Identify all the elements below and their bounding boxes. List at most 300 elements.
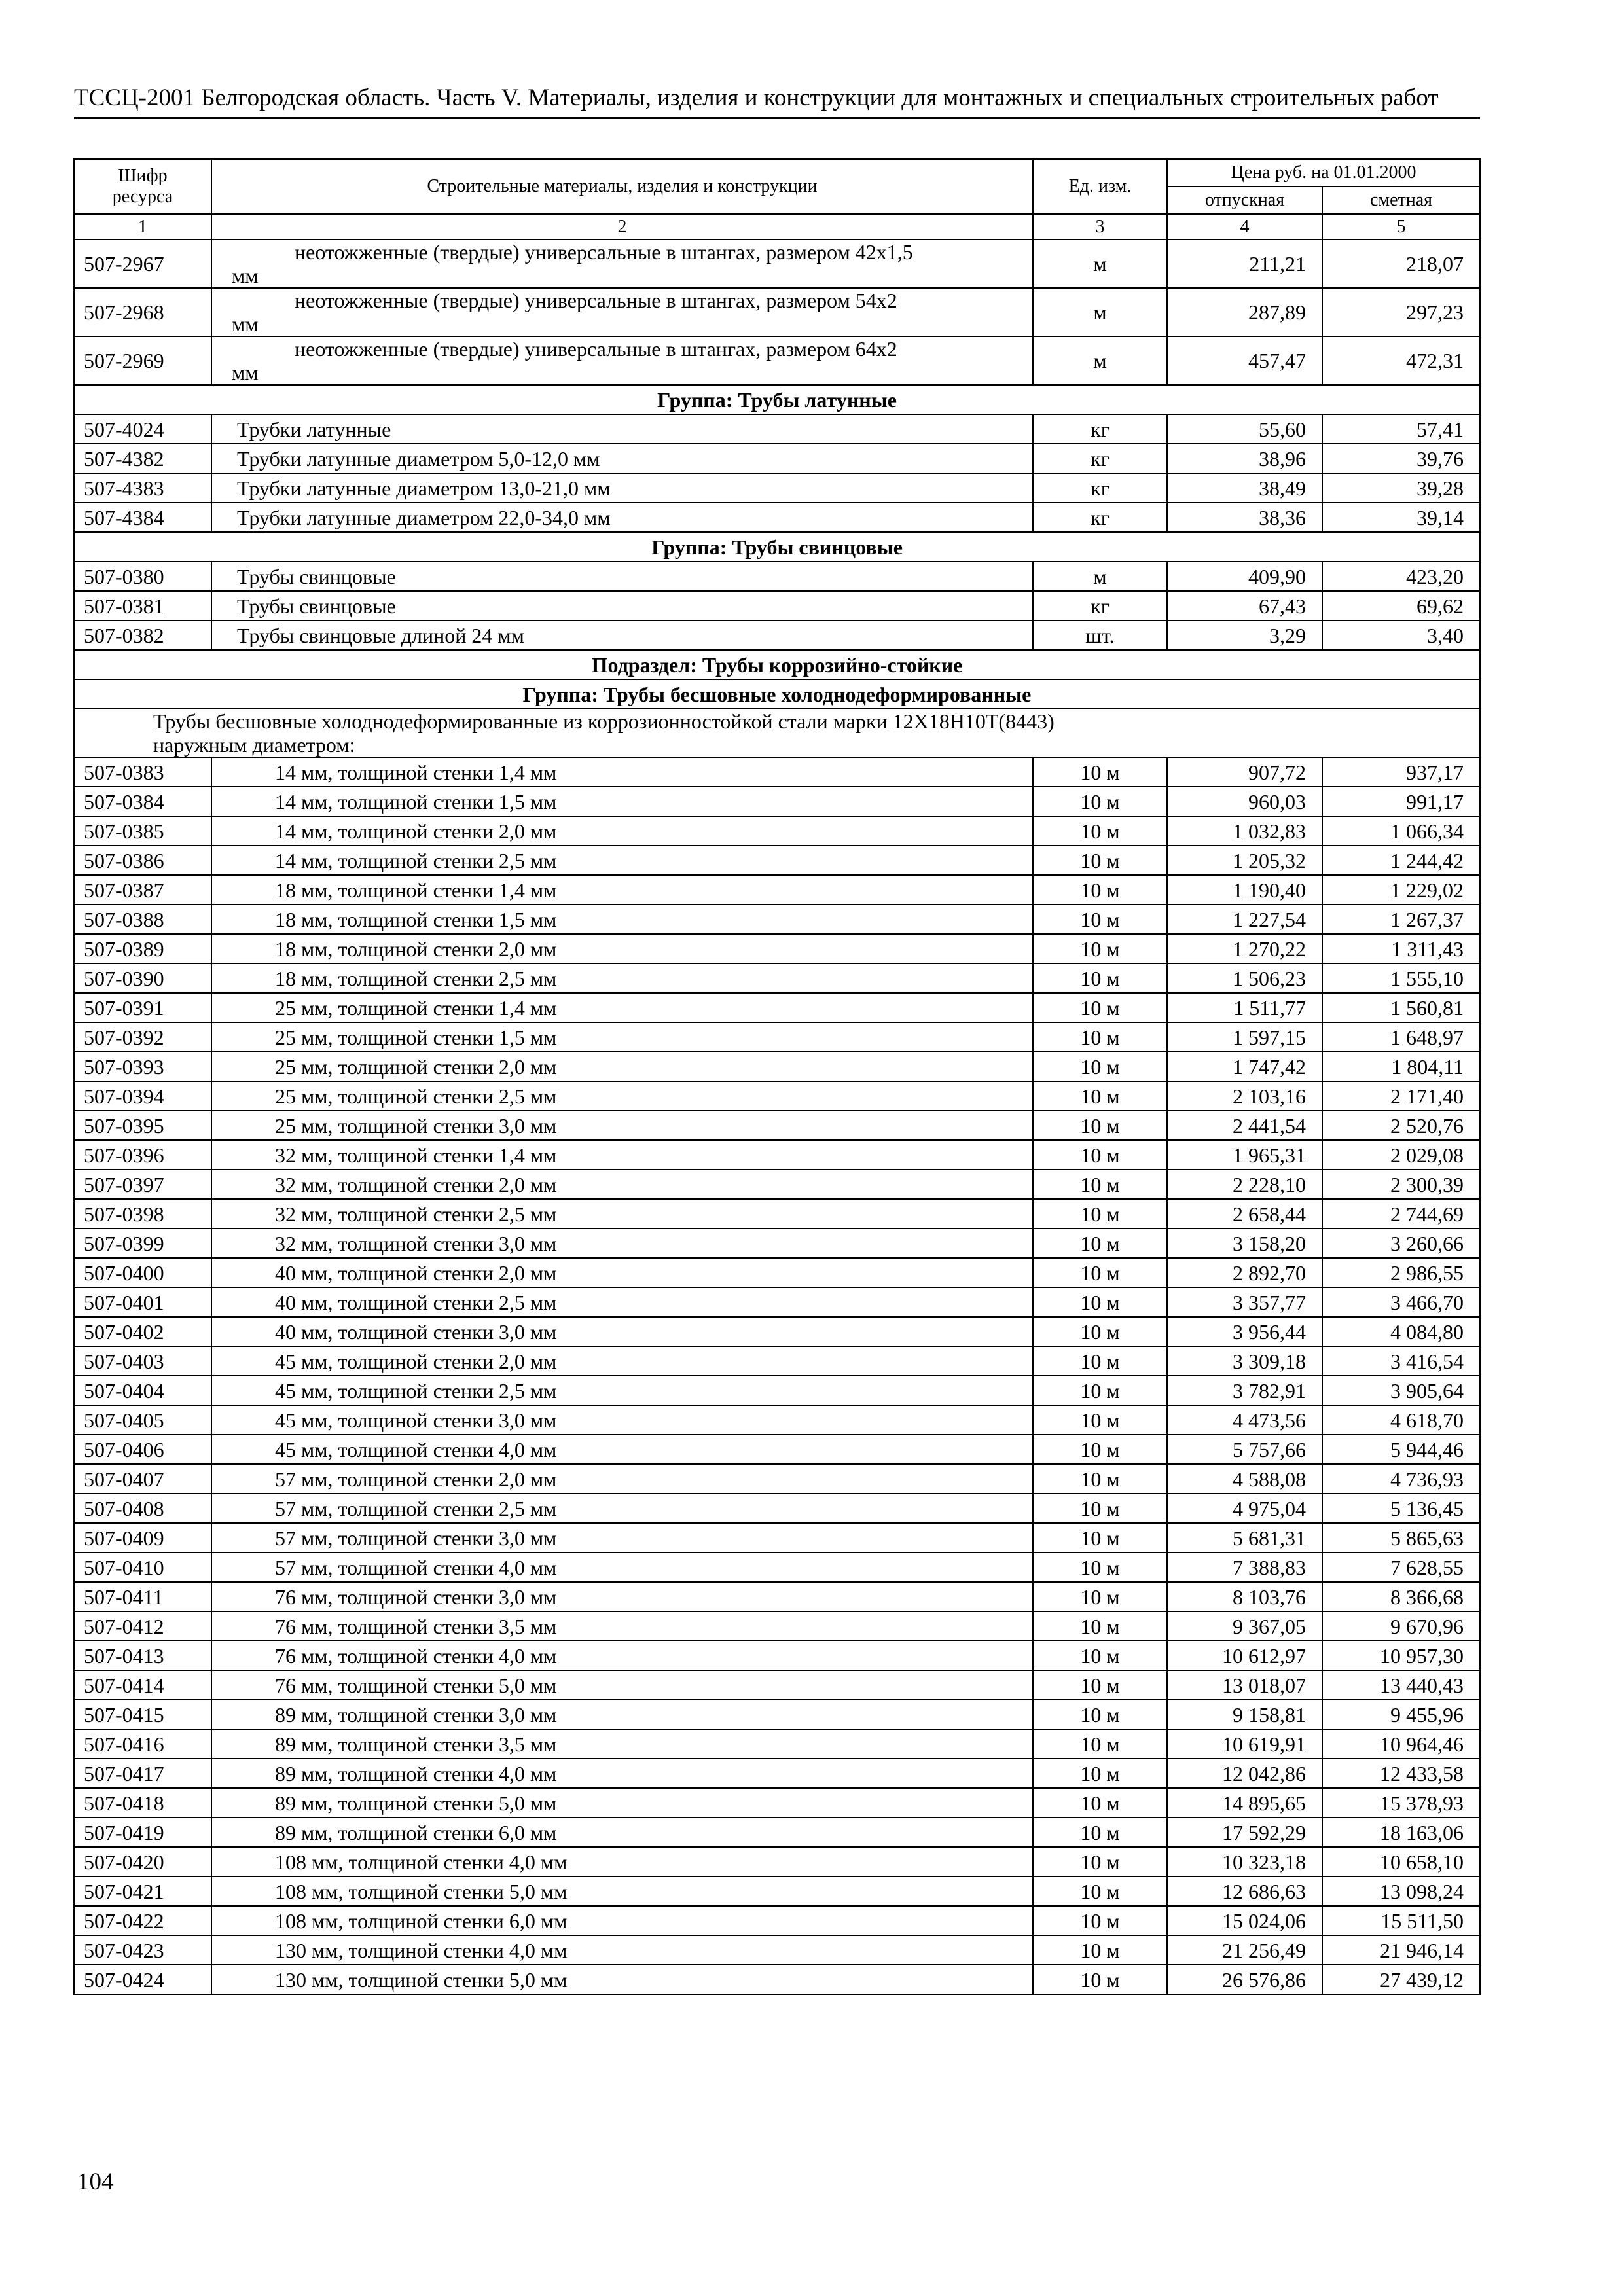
estimate-price: 3,40	[1322, 620, 1480, 650]
release-price: 1 190,40	[1167, 875, 1322, 905]
resource-code: 507-0388	[74, 905, 211, 934]
table-row	[74, 1376, 1480, 1405]
estimate-price: 9 455,96	[1322, 1700, 1480, 1729]
resource-code: 507-0385	[74, 816, 211, 846]
release-price: 67,43	[1167, 591, 1322, 620]
table-row	[74, 240, 1480, 288]
table-row	[74, 787, 1480, 816]
release-price: 12 686,63	[1167, 1876, 1322, 1906]
resource-code: 507-0422	[74, 1906, 211, 1935]
header-code: Шифр ресурса	[74, 159, 211, 214]
release-price: 4 588,08	[1167, 1464, 1322, 1494]
resource-code: 507-0411	[74, 1582, 211, 1611]
table-row	[74, 288, 1480, 336]
unit: 10 м	[1033, 1847, 1167, 1876]
group-intro-line: Трубы бесшовные холоднодеформированные из коррозионностойкой стали марки 12Х18Н10Т(8443)	[153, 709, 1055, 733]
release-price: 2 228,10	[1167, 1170, 1322, 1199]
resource-code: 507-0413	[74, 1641, 211, 1670]
material-name: 14 мм, толщиной стенки 2,5 мм	[211, 846, 1033, 875]
release-price: 55,60	[1167, 414, 1322, 444]
material-name-line: неотожженные (твердые) универсальные в штангах, размером 54х2	[295, 289, 897, 312]
release-price: 3 158,20	[1167, 1229, 1322, 1258]
release-price: 10 323,18	[1167, 1847, 1322, 1876]
resource-code: 507-0399	[74, 1229, 211, 1258]
material-name-line: неотожженные (твердые) универсальные в штангах, размером 64х2	[295, 337, 897, 361]
release-price: 15 024,06	[1167, 1906, 1322, 1935]
page-number: 104	[77, 2168, 114, 2195]
resource-code: 507-4384	[74, 503, 211, 532]
material-name: 89 мм, толщиной стенки 3,0 мм	[211, 1700, 1033, 1729]
group-heading-row	[74, 385, 1480, 414]
material-name: Трубы свинцовые длиной 24 мм	[211, 620, 1033, 650]
unit: 10 м	[1033, 787, 1167, 816]
estimate-price: 4 736,93	[1322, 1464, 1480, 1494]
table-row	[74, 1170, 1480, 1199]
estimate-price: 57,41	[1322, 414, 1480, 444]
estimate-price: 5 944,46	[1322, 1435, 1480, 1464]
estimate-price: 1 229,02	[1322, 875, 1480, 905]
unit: 10 м	[1033, 1435, 1167, 1464]
material-name: 130 мм, толщиной стенки 5,0 мм	[211, 1965, 1033, 1994]
table-row	[74, 1405, 1480, 1435]
table-row	[74, 1552, 1480, 1582]
release-price: 13 018,07	[1167, 1670, 1322, 1700]
resource-code: 507-4382	[74, 444, 211, 473]
material-name-line: мм	[232, 312, 259, 336]
resource-code: 507-0386	[74, 846, 211, 875]
column-number: 3	[1033, 214, 1167, 240]
estimate-price: 1 244,42	[1322, 846, 1480, 875]
resource-code: 507-0423	[74, 1935, 211, 1965]
estimate-price: 2 520,76	[1322, 1111, 1480, 1140]
material-name: 40 мм, толщиной стенки 2,0 мм	[211, 1258, 1033, 1287]
table-row	[74, 1229, 1480, 1258]
table-row	[74, 1287, 1480, 1317]
material-name: 25 мм, толщиной стенки 1,5 мм	[211, 1022, 1033, 1052]
release-price: 287,89	[1167, 288, 1322, 336]
unit: 10 м	[1033, 963, 1167, 993]
material-name: Трубки латунные диаметром 22,0-34,0 мм	[211, 503, 1033, 532]
estimate-price: 423,20	[1322, 562, 1480, 591]
resource-code: 507-0421	[74, 1876, 211, 1906]
table-row	[74, 1788, 1480, 1818]
release-price: 2 441,54	[1167, 1111, 1322, 1140]
unit: 10 м	[1033, 1611, 1167, 1641]
resource-code: 507-2969	[74, 336, 211, 385]
release-price: 1 747,42	[1167, 1052, 1322, 1081]
group-heading-row	[74, 532, 1480, 562]
table-row	[74, 905, 1480, 934]
resource-code: 507-0405	[74, 1405, 211, 1435]
estimate-price: 3 466,70	[1322, 1287, 1480, 1317]
table-row	[74, 591, 1480, 620]
resource-code: 507-0398	[74, 1199, 211, 1229]
header-name: Строительные материалы, изделия и конструкции	[211, 159, 1033, 214]
unit: 10 м	[1033, 757, 1167, 787]
estimate-price: 1 555,10	[1322, 963, 1480, 993]
unit: 10 м	[1033, 1346, 1167, 1376]
resource-code: 507-0380	[74, 562, 211, 591]
subsection-heading: Подраздел: Трубы коррозийно-стойкие	[74, 650, 1480, 679]
table-row	[74, 993, 1480, 1022]
resource-code: 507-0408	[74, 1494, 211, 1523]
release-price: 2 892,70	[1167, 1258, 1322, 1287]
resource-code: 507-4383	[74, 473, 211, 503]
estimate-price: 5 865,63	[1322, 1523, 1480, 1552]
table-row	[74, 1464, 1480, 1494]
resource-code: 507-0401	[74, 1287, 211, 1317]
unit: 10 м	[1033, 875, 1167, 905]
estimate-price: 937,17	[1322, 757, 1480, 787]
unit: 10 м	[1033, 1170, 1167, 1199]
material-name: Трубки латунные	[211, 414, 1033, 444]
resource-code: 507-0393	[74, 1052, 211, 1081]
estimate-price: 18 163,06	[1322, 1818, 1480, 1847]
unit: кг	[1033, 591, 1167, 620]
unit: 10 м	[1033, 1081, 1167, 1111]
estimate-price: 2 171,40	[1322, 1081, 1480, 1111]
release-price: 3 357,77	[1167, 1287, 1322, 1317]
group-heading: Группа: Трубы бесшовные холоднодеформированные	[74, 679, 1480, 709]
resource-code: 507-0419	[74, 1818, 211, 1847]
table-row	[74, 1611, 1480, 1641]
estimate-price: 15 378,93	[1322, 1788, 1480, 1818]
estimate-price: 39,76	[1322, 444, 1480, 473]
release-price: 7 388,83	[1167, 1552, 1322, 1582]
estimate-price: 991,17	[1322, 787, 1480, 816]
material-name: 40 мм, толщиной стенки 2,5 мм	[211, 1287, 1033, 1317]
table-row	[74, 1641, 1480, 1670]
unit: кг	[1033, 444, 1167, 473]
estimate-price: 1 066,34	[1322, 816, 1480, 846]
header-rule	[74, 117, 1480, 119]
table-row	[74, 620, 1480, 650]
material-name: Трубы свинцовые	[211, 562, 1033, 591]
release-price: 211,21	[1167, 240, 1322, 288]
release-price: 1 511,77	[1167, 993, 1322, 1022]
unit: 10 м	[1033, 1965, 1167, 1994]
resource-code: 507-0387	[74, 875, 211, 905]
material-name: 18 мм, толщиной стенки 2,0 мм	[211, 934, 1033, 963]
release-price: 1 227,54	[1167, 905, 1322, 934]
material-name: Трубы свинцовые	[211, 591, 1033, 620]
release-price: 1 032,83	[1167, 816, 1322, 846]
resource-code: 507-0403	[74, 1346, 211, 1376]
material-name: 14 мм, толщиной стенки 1,4 мм	[211, 757, 1033, 787]
table-row	[74, 444, 1480, 473]
resource-code: 507-0381	[74, 591, 211, 620]
unit: 10 м	[1033, 1759, 1167, 1788]
estimate-price: 9 670,96	[1322, 1611, 1480, 1641]
resource-code: 507-0406	[74, 1435, 211, 1464]
unit: 10 м	[1033, 1140, 1167, 1170]
group-heading-row	[74, 679, 1480, 709]
material-name: 45 мм, толщиной стенки 4,0 мм	[211, 1435, 1033, 1464]
estimate-price: 2 300,39	[1322, 1170, 1480, 1199]
table-row	[74, 414, 1480, 444]
unit: шт.	[1033, 620, 1167, 650]
table-row	[74, 1935, 1480, 1965]
release-price: 457,47	[1167, 336, 1322, 385]
material-name: 14 мм, толщиной стенки 2,0 мм	[211, 816, 1033, 846]
unit: кг	[1033, 473, 1167, 503]
unit: 10 м	[1033, 846, 1167, 875]
release-price: 14 895,65	[1167, 1788, 1322, 1818]
table-row	[74, 1582, 1480, 1611]
unit: м	[1033, 562, 1167, 591]
material-name: 76 мм, толщиной стенки 5,0 мм	[211, 1670, 1033, 1700]
release-price: 10 612,97	[1167, 1641, 1322, 1670]
unit: 10 м	[1033, 1641, 1167, 1670]
release-price: 2 658,44	[1167, 1199, 1322, 1229]
table-row	[74, 1494, 1480, 1523]
group-heading: Группа: Трубы латунные	[74, 385, 1480, 414]
table-row	[74, 875, 1480, 905]
column-number: 4	[1167, 214, 1322, 240]
material-name: 32 мм, толщиной стенки 1,4 мм	[211, 1140, 1033, 1170]
estimate-price: 1 648,97	[1322, 1022, 1480, 1052]
estimate-price: 2 744,69	[1322, 1199, 1480, 1229]
table-row	[74, 1111, 1480, 1140]
release-price: 409,90	[1167, 562, 1322, 591]
table-row	[74, 1876, 1480, 1906]
resource-code: 507-0397	[74, 1170, 211, 1199]
release-price: 26 576,86	[1167, 1965, 1322, 1994]
material-name: 76 мм, толщиной стенки 4,0 мм	[211, 1641, 1033, 1670]
resource-code: 507-0394	[74, 1081, 211, 1111]
material-name: 18 мм, толщиной стенки 1,5 мм	[211, 905, 1033, 934]
release-price: 38,96	[1167, 444, 1322, 473]
resource-code: 507-0382	[74, 620, 211, 650]
material-name: 130 мм, толщиной стенки 4,0 мм	[211, 1935, 1033, 1965]
material-name-line: мм	[232, 361, 259, 384]
resource-code: 507-0407	[74, 1464, 211, 1494]
resource-code: 507-0391	[74, 993, 211, 1022]
release-price: 12 042,86	[1167, 1759, 1322, 1788]
unit: 10 м	[1033, 1788, 1167, 1818]
resource-code: 507-0410	[74, 1552, 211, 1582]
resource-code: 507-0409	[74, 1523, 211, 1552]
material-name	[211, 288, 1033, 336]
unit: 10 м	[1033, 1523, 1167, 1552]
estimate-price: 472,31	[1322, 336, 1480, 385]
unit: 10 м	[1033, 1552, 1167, 1582]
material-name: 89 мм, толщиной стенки 6,0 мм	[211, 1818, 1033, 1847]
material-name: 40 мм, толщиной стенки 3,0 мм	[211, 1317, 1033, 1346]
table-row	[74, 473, 1480, 503]
estimate-price: 69,62	[1322, 591, 1480, 620]
table-row	[74, 1670, 1480, 1700]
table-row	[74, 1022, 1480, 1052]
material-name: 18 мм, толщиной стенки 2,5 мм	[211, 963, 1033, 993]
unit: 10 м	[1033, 1729, 1167, 1759]
resource-code: 507-0416	[74, 1729, 211, 1759]
unit: 10 м	[1033, 1670, 1167, 1700]
material-name: 45 мм, толщиной стенки 2,0 мм	[211, 1346, 1033, 1376]
material-name: 14 мм, толщиной стенки 1,5 мм	[211, 787, 1033, 816]
table-row	[74, 816, 1480, 846]
estimate-price: 8 366,68	[1322, 1582, 1480, 1611]
estimate-price: 5 136,45	[1322, 1494, 1480, 1523]
header-release-price: отпускная	[1167, 187, 1322, 214]
table-row	[74, 1700, 1480, 1729]
material-name	[211, 336, 1033, 385]
subsection-heading-row	[74, 650, 1480, 679]
estimate-price: 218,07	[1322, 240, 1480, 288]
material-name: 32 мм, толщиной стенки 3,0 мм	[211, 1229, 1033, 1258]
resource-code: 507-0396	[74, 1140, 211, 1170]
resource-code: 507-0389	[74, 934, 211, 963]
unit: 10 м	[1033, 1582, 1167, 1611]
material-name: 57 мм, толщиной стенки 2,0 мм	[211, 1464, 1033, 1494]
resource-code: 507-0424	[74, 1965, 211, 1994]
unit: 10 м	[1033, 1199, 1167, 1229]
release-price: 3 309,18	[1167, 1346, 1322, 1376]
estimate-price: 3 260,66	[1322, 1229, 1480, 1258]
unit: 10 м	[1033, 1935, 1167, 1965]
material-name: 76 мм, толщиной стенки 3,5 мм	[211, 1611, 1033, 1641]
release-price: 1 506,23	[1167, 963, 1322, 993]
release-price: 4 975,04	[1167, 1494, 1322, 1523]
estimate-price: 1 311,43	[1322, 934, 1480, 963]
resource-code: 507-0415	[74, 1700, 211, 1729]
unit: 10 м	[1033, 816, 1167, 846]
unit: 10 м	[1033, 1700, 1167, 1729]
unit: 10 м	[1033, 993, 1167, 1022]
material-name	[211, 240, 1033, 288]
estimate-price: 297,23	[1322, 288, 1480, 336]
estimate-price: 39,14	[1322, 503, 1480, 532]
table-row	[74, 1818, 1480, 1847]
release-price: 5 681,31	[1167, 1523, 1322, 1552]
release-price: 4 473,56	[1167, 1405, 1322, 1435]
estimate-price: 39,28	[1322, 473, 1480, 503]
table-row	[74, 1965, 1480, 1994]
material-name: 108 мм, толщиной стенки 6,0 мм	[211, 1906, 1033, 1935]
table-row	[74, 1435, 1480, 1464]
unit: 10 м	[1033, 1287, 1167, 1317]
resource-code: 507-0402	[74, 1317, 211, 1346]
release-price: 8 103,76	[1167, 1582, 1322, 1611]
price-table	[73, 158, 1481, 1995]
estimate-price: 1 560,81	[1322, 993, 1480, 1022]
estimate-price: 4 618,70	[1322, 1405, 1480, 1435]
header-unit: Ед. изм.	[1033, 159, 1167, 214]
material-name: 25 мм, толщиной стенки 3,0 мм	[211, 1111, 1033, 1140]
resource-code: 507-0412	[74, 1611, 211, 1641]
table-row	[74, 336, 1480, 385]
release-price: 960,03	[1167, 787, 1322, 816]
table-row	[74, 963, 1480, 993]
unit: 10 м	[1033, 1405, 1167, 1435]
group-intro-row	[74, 709, 1480, 757]
material-name: 108 мм, толщиной стенки 4,0 мм	[211, 1847, 1033, 1876]
material-name: 57 мм, толщиной стенки 4,0 мм	[211, 1552, 1033, 1582]
group-intro-line: наружным диаметром:	[153, 733, 355, 757]
release-price: 38,49	[1167, 473, 1322, 503]
release-price: 1 597,15	[1167, 1022, 1322, 1052]
unit: 10 м	[1033, 1111, 1167, 1140]
material-name: 32 мм, толщиной стенки 2,0 мм	[211, 1170, 1033, 1199]
unit: 10 м	[1033, 1229, 1167, 1258]
resource-code: 507-0418	[74, 1788, 211, 1818]
material-name: 18 мм, толщиной стенки 1,4 мм	[211, 875, 1033, 905]
material-name: 45 мм, толщиной стенки 2,5 мм	[211, 1376, 1033, 1405]
column-number: 2	[211, 214, 1033, 240]
table-row	[74, 1729, 1480, 1759]
unit: м	[1033, 336, 1167, 385]
table-row	[74, 1081, 1480, 1111]
material-name: 45 мм, толщиной стенки 3,0 мм	[211, 1405, 1033, 1435]
material-name: 108 мм, толщиной стенки 5,0 мм	[211, 1876, 1033, 1906]
material-name: 32 мм, толщиной стенки 2,5 мм	[211, 1199, 1033, 1229]
material-name: 89 мм, толщиной стенки 3,5 мм	[211, 1729, 1033, 1759]
resource-code: 507-2968	[74, 288, 211, 336]
estimate-price: 15 511,50	[1322, 1906, 1480, 1935]
estimate-price: 10 658,10	[1322, 1847, 1480, 1876]
unit: 10 м	[1033, 1906, 1167, 1935]
unit: 10 м	[1033, 934, 1167, 963]
material-name: 25 мм, толщиной стенки 2,0 мм	[211, 1052, 1033, 1081]
release-price: 1 205,32	[1167, 846, 1322, 875]
estimate-price: 27 439,12	[1322, 1965, 1480, 1994]
unit: кг	[1033, 503, 1167, 532]
unit: 10 м	[1033, 1376, 1167, 1405]
release-price: 21 256,49	[1167, 1935, 1322, 1965]
unit: 10 м	[1033, 905, 1167, 934]
release-price: 907,72	[1167, 757, 1322, 787]
material-name: 89 мм, толщиной стенки 4,0 мм	[211, 1759, 1033, 1788]
table-row	[74, 757, 1480, 787]
table-row	[74, 562, 1480, 591]
unit: 10 м	[1033, 1494, 1167, 1523]
release-price: 1 965,31	[1167, 1140, 1322, 1170]
estimate-price: 12 433,58	[1322, 1759, 1480, 1788]
resource-code: 507-0395	[74, 1111, 211, 1140]
resource-code: 507-0420	[74, 1847, 211, 1876]
unit: 10 м	[1033, 1052, 1167, 1081]
estimate-price: 3 416,54	[1322, 1346, 1480, 1376]
table-row	[74, 1052, 1480, 1081]
release-price: 3 956,44	[1167, 1317, 1322, 1346]
material-name-line: неотожженные (твердые) универсальные в штангах, размером 42х1,5	[295, 240, 913, 264]
release-price: 3 782,91	[1167, 1376, 1322, 1405]
table-row	[74, 846, 1480, 875]
release-price: 9 158,81	[1167, 1700, 1322, 1729]
resource-code: 507-0392	[74, 1022, 211, 1052]
column-number: 1	[74, 214, 211, 240]
table-body	[74, 240, 1480, 1994]
unit: 10 м	[1033, 1317, 1167, 1346]
estimate-price: 1 804,11	[1322, 1052, 1480, 1081]
resource-code: 507-0384	[74, 787, 211, 816]
material-name: 57 мм, толщиной стенки 3,0 мм	[211, 1523, 1033, 1552]
table-row	[74, 1140, 1480, 1170]
release-price: 10 619,91	[1167, 1729, 1322, 1759]
unit: м	[1033, 240, 1167, 288]
material-name: Трубки латунные диаметром 13,0-21,0 мм	[211, 473, 1033, 503]
unit: 10 м	[1033, 1258, 1167, 1287]
unit: 10 м	[1033, 1464, 1167, 1494]
table-row	[74, 503, 1480, 532]
resource-code: 507-0404	[74, 1376, 211, 1405]
material-name: 25 мм, толщиной стенки 1,4 мм	[211, 993, 1033, 1022]
estimate-price: 1 267,37	[1322, 905, 1480, 934]
material-name: Трубки латунные диаметром 5,0-12,0 мм	[211, 444, 1033, 473]
table-row	[74, 1317, 1480, 1346]
resource-code: 507-4024	[74, 414, 211, 444]
group-intro	[74, 709, 1480, 757]
